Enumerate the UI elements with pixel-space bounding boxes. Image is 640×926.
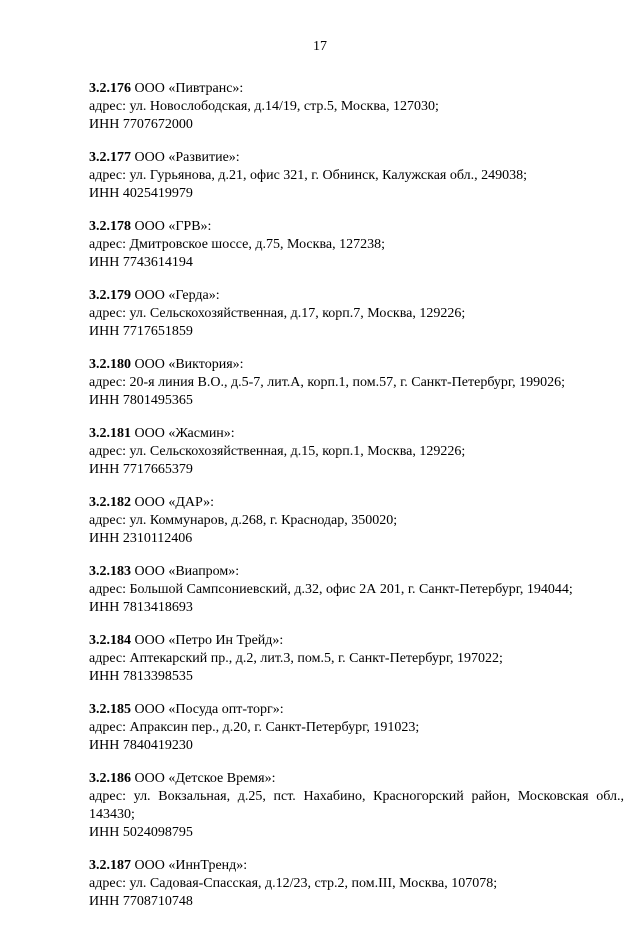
entry-title xyxy=(89,632,624,650)
entry-inn: ИНН 7801495365 xyxy=(89,393,193,408)
entry-company-name: ООО «Развитие»: xyxy=(134,150,240,165)
entry-title xyxy=(89,356,624,374)
list-item xyxy=(89,632,624,686)
list-item xyxy=(89,770,624,842)
entry-number: 3.2.187 xyxy=(89,858,131,873)
entry-title xyxy=(89,701,624,719)
entry-address: адрес: Аптекарский пр., д.2, лит.3, пом.5, г. Санкт-Петербург, 197022; xyxy=(89,651,503,666)
entry-inn: ИНН 7813398535 xyxy=(89,669,193,684)
entry-address: адрес: ул. Вокзальная, д.25, пст. Нахабино, Красногорский район, Московская обл., 143430; xyxy=(89,789,624,822)
list-item xyxy=(89,857,624,911)
entry-address: адрес: ул. Коммунаров, д.268, г. Краснодар, 350020; xyxy=(89,513,398,528)
entry-inn: ИНН 7707672000 xyxy=(89,117,193,132)
entry-title xyxy=(89,425,624,443)
entry-address: адрес: ул. Сельскохозяйственная, д.17, корп.7, Москва, 129226; xyxy=(89,306,466,321)
entry-inn: ИНН 7708710748 xyxy=(89,894,193,909)
entry-inn: ИНН 7840419230 xyxy=(89,738,193,753)
entry-address: адрес: Большой Сампсониевский, д.32, офис 2А 201, г. Санкт-Петербург, 194044; xyxy=(89,582,573,597)
entry-title xyxy=(89,770,624,788)
entry-inn: ИНН 7813418693 xyxy=(89,600,193,615)
list-item xyxy=(89,494,624,548)
entry-number: 3.2.184 xyxy=(89,633,131,648)
entry-address: адрес: ул. Новослободская, д.14/19, стр.5, Москва, 127030; xyxy=(89,99,439,114)
list-item xyxy=(89,218,624,272)
entry-inn: ИНН 7717665379 xyxy=(89,462,193,477)
entry-address: адрес: ул. Гурьянова, д.21, офис 321, г. Обнинск, Калужская обл., 249038; xyxy=(89,168,527,183)
entry-number: 3.2.183 xyxy=(89,564,131,579)
entry-number: 3.2.177 xyxy=(89,150,131,165)
entry-inn: ИНН 5024098795 xyxy=(89,825,193,840)
entry-title xyxy=(89,494,624,512)
entry-company-name: ООО «ДАР»: xyxy=(134,495,215,510)
entry-number: 3.2.180 xyxy=(89,357,131,372)
entry-inn: ИНН 7717651859 xyxy=(89,324,193,339)
entry-inn: ИНН 2310112406 xyxy=(89,531,193,546)
list-item xyxy=(89,425,624,479)
entry-company-name: ООО «Петро Ин Трейд»: xyxy=(134,633,284,648)
entry-title xyxy=(89,218,624,236)
entry-address: адрес: ул. Садовая-Спасская, д.12/23, стр.2, пом.III, Москва, 107078; xyxy=(89,876,498,891)
entry-title xyxy=(89,80,624,98)
list-item xyxy=(89,287,624,341)
entry-inn: ИНН 7743614194 xyxy=(89,255,193,270)
list-item xyxy=(89,80,624,134)
entry-title xyxy=(89,287,624,305)
list-item xyxy=(89,563,624,617)
entry-title xyxy=(89,149,624,167)
list-item xyxy=(89,701,624,755)
entries-list xyxy=(89,80,624,926)
entry-number: 3.2.178 xyxy=(89,219,131,234)
entry-company-name: ООО «Детское Время»: xyxy=(134,771,276,786)
list-item xyxy=(89,149,624,203)
entry-number: 3.2.181 xyxy=(89,426,131,441)
entry-address: адрес: ул. Сельскохозяйственная, д.15, корп.1, Москва, 129226; xyxy=(89,444,466,459)
entry-company-name: ООО «Герда»: xyxy=(134,288,220,303)
entry-address: адрес: Апраксин пер., д.20, г. Санкт-Петербург, 191023; xyxy=(89,720,420,735)
entry-number: 3.2.185 xyxy=(89,702,131,717)
entry-title xyxy=(89,857,624,875)
page-number: 17 xyxy=(313,39,327,54)
entry-number: 3.2.179 xyxy=(89,288,131,303)
entry-company-name: ООО «Виктория»: xyxy=(134,357,244,372)
entry-number: 3.2.186 xyxy=(89,771,131,786)
entry-title xyxy=(89,563,624,581)
entry-company-name: ООО «Жасмин»: xyxy=(134,426,235,441)
entry-address: адрес: Дмитровское шоссе, д.75, Москва, 127238; xyxy=(89,237,385,252)
entry-address: адрес: 20-я линия В.О., д.5-7, лит.А, корп.1, пом.57, г. Санкт-Петербург, 199026; xyxy=(89,375,565,390)
entry-company-name: ООО «Пивтранс»: xyxy=(134,81,244,96)
entry-company-name: ООО «ГРВ»: xyxy=(134,219,212,234)
entry-inn: ИНН 4025419979 xyxy=(89,186,193,201)
entry-company-name: ООО «Виапром»: xyxy=(134,564,240,579)
entry-company-name: ООО «Посуда опт-торг»: xyxy=(134,702,284,717)
entry-number: 3.2.176 xyxy=(89,81,131,96)
list-item xyxy=(89,356,624,410)
entry-number: 3.2.182 xyxy=(89,495,131,510)
entry-company-name: ООО «ИннТренд»: xyxy=(134,858,248,873)
